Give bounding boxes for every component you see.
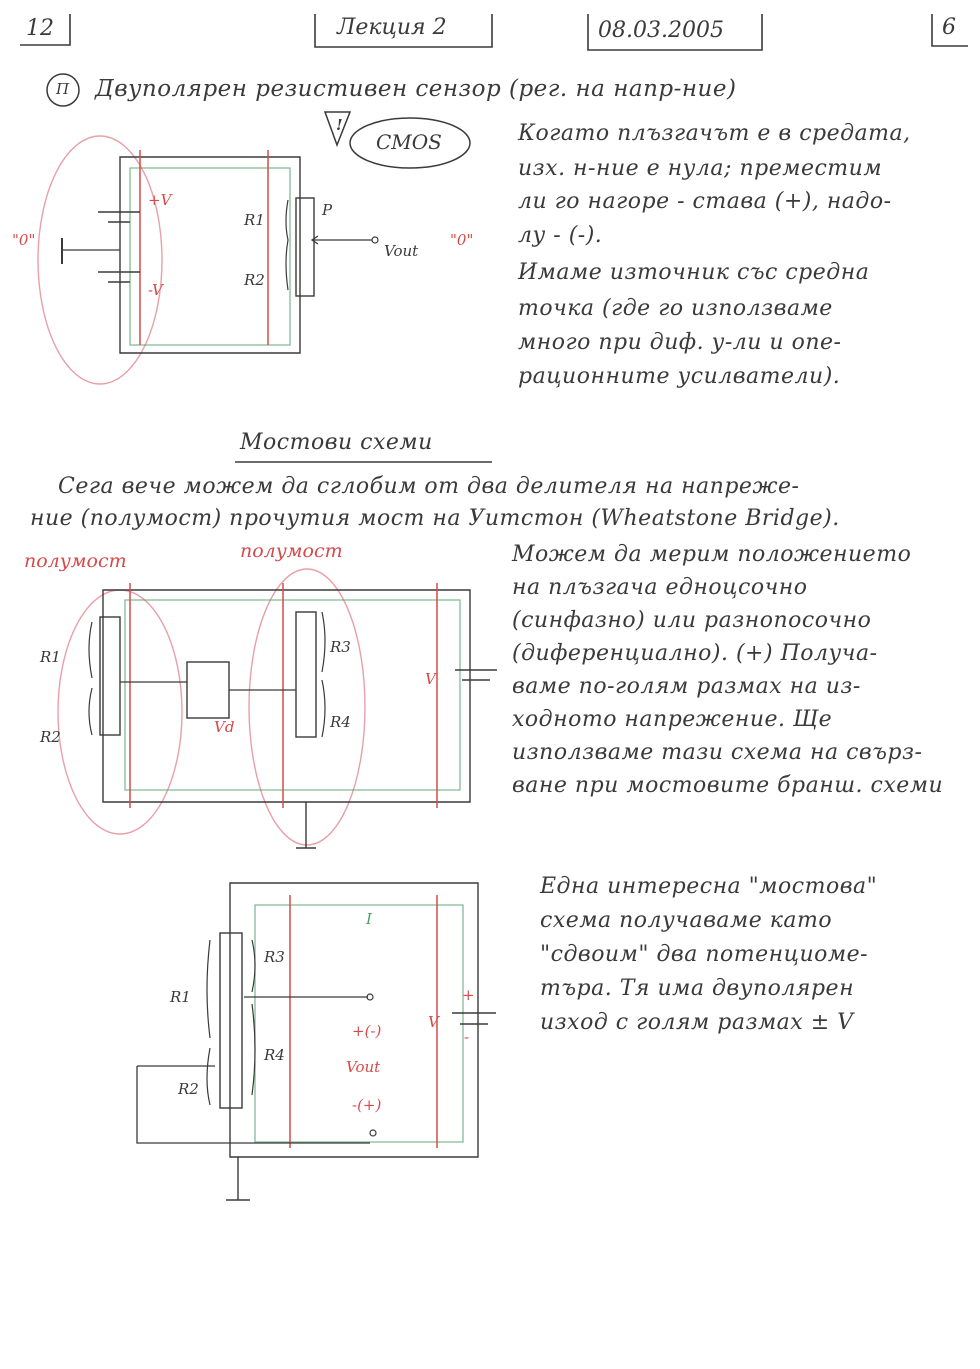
circuit3-wire-loop — [230, 883, 478, 1157]
battery-plus-label: + — [462, 986, 475, 1004]
section1-text-line-1: Когато плъзгачът е в средата, — [518, 121, 911, 146]
section2-text-line-4: (диференциално). (+) Получа- — [512, 641, 878, 666]
warning-mark: ! — [336, 116, 343, 134]
circuit3-ground — [226, 1157, 250, 1200]
circuit-2-bridge — [58, 569, 497, 848]
output-terminal — [372, 237, 378, 243]
bridge-wire-loop — [103, 590, 470, 802]
bridge-ground — [296, 802, 316, 848]
battery-top — [98, 212, 140, 222]
lecture-title: Лекция 2 — [337, 15, 447, 40]
section3-text-line-1: Една интересна "мостова" — [540, 874, 878, 899]
battery-minus-label: - — [464, 1028, 470, 1046]
circuit3-r1-label: R1 — [170, 988, 191, 1006]
bridge-current-loop — [125, 600, 460, 790]
section3-text-line-2: схема получаваме като — [540, 908, 833, 933]
bridge-r3-label: R3 — [330, 638, 351, 656]
section2-text-line-5: ваме по-голям размах на из- — [512, 674, 861, 699]
zero-label-left: "0" — [12, 231, 36, 249]
bridge-r1-label: R1 — [40, 648, 61, 666]
section3-text-line-4: търа. Тя има двуполярен — [540, 976, 855, 1001]
bridge-r2-label: R2 — [40, 728, 61, 746]
bridge-r4-label: R4 — [330, 713, 351, 731]
circuit3-v-label: V — [428, 1013, 439, 1031]
section2-text-line-3: (синфазно) или разнопосочно — [512, 608, 872, 633]
vd-label: Vd — [214, 718, 235, 736]
r2-label: R2 — [244, 271, 265, 289]
section3-text-line-5: изход с голям размах ± V — [540, 1010, 854, 1035]
section2-title: Мостови схеми — [240, 430, 433, 455]
dual-potentiometer — [220, 933, 242, 1108]
voltmeter-box — [187, 662, 229, 718]
page-number: 6 — [942, 15, 956, 40]
wiper-arrow — [312, 236, 372, 244]
section3-text-line-3: "сдвоим" два потенциоме- — [540, 942, 869, 967]
battery-bottom — [98, 272, 140, 282]
brace-left — [89, 622, 92, 735]
section2-text-line-8: ване при мостовите бранш. схеми — [512, 773, 944, 798]
highlight-oval — [38, 136, 162, 384]
current-label: I — [366, 910, 372, 928]
p-label: P — [322, 201, 333, 219]
section-marker: П — [56, 80, 70, 98]
minus-plus-label: -(+) — [352, 1096, 382, 1114]
bridge-battery — [455, 670, 497, 680]
circuit3-r2-label: R2 — [178, 1080, 199, 1098]
section2-intro-line-2: ние (полумост) прочутия мост на Уитстон (Wheatstone Bridge). — [30, 506, 840, 531]
section2-text-line-6: ходното напрежение. Ще — [512, 707, 833, 732]
bridge-v-label: V — [425, 670, 436, 688]
circuit-wire-loop — [120, 157, 300, 353]
section1-text-line-4: лу - (-). — [518, 223, 603, 248]
zero-label-right: "0" — [450, 231, 474, 249]
header-brackets — [20, 14, 968, 50]
half-bridge-oval-right — [249, 569, 365, 845]
voltmeter-leads — [120, 682, 296, 690]
brace-right — [322, 612, 325, 737]
resistor-brace — [286, 200, 288, 290]
section2-intro-line-1: Сега вече можем да сглобим от два делителя на напреже- — [58, 474, 800, 499]
section1-text-line-5: Имаме източник със средна — [518, 260, 870, 285]
circuit3-brace-left — [207, 940, 210, 1105]
section1-text-line-2: изх. н-ние е нула; преместим — [518, 156, 883, 181]
minus-v-label: -V — [148, 281, 163, 299]
section1-text-line-3: ли го нагоре - става (+), надо- — [518, 189, 892, 214]
section1-text-line-6: точка (где го използваме — [518, 296, 833, 321]
plus-minus-label: +(-) — [352, 1022, 382, 1040]
section2-text-line-1: Можем да мерим положението — [512, 542, 912, 567]
potentiometer-body — [296, 198, 314, 296]
vout-label: Vout — [384, 242, 419, 260]
section2-text-line-7: използваме тази схема на свърз- — [512, 740, 923, 765]
output-terminal-bottom — [370, 1130, 376, 1136]
circuit-3 — [137, 883, 496, 1200]
section2-text-line-2: на плъзгача едноцсочно — [512, 575, 808, 600]
circuit3-r3-label: R3 — [264, 948, 285, 966]
circuit-1 — [38, 112, 378, 384]
r1-label: R1 — [244, 211, 265, 229]
plus-v-label: +V — [148, 191, 172, 209]
pot-right — [296, 612, 316, 737]
section1-title: Двуполярен резистивен сензор (рег. на напр-ние) — [95, 76, 737, 102]
left-page-number: 12 — [26, 16, 54, 41]
half-bridge-label-left: полумост — [24, 550, 127, 572]
circuit3-vout-label: Vout — [346, 1058, 381, 1076]
circuit3-battery — [452, 1013, 496, 1024]
circuit3-r4-label: R4 — [264, 1046, 285, 1064]
section1-text-line-7: много при диф. у-ли и опе- — [518, 330, 842, 355]
half-bridge-label-right: полумост — [240, 540, 343, 562]
cmos-label: CMOS — [376, 130, 442, 154]
lecture-date: 08.03.2005 — [598, 18, 724, 43]
section1-text-line-8: рационните усилватели). — [518, 364, 841, 389]
